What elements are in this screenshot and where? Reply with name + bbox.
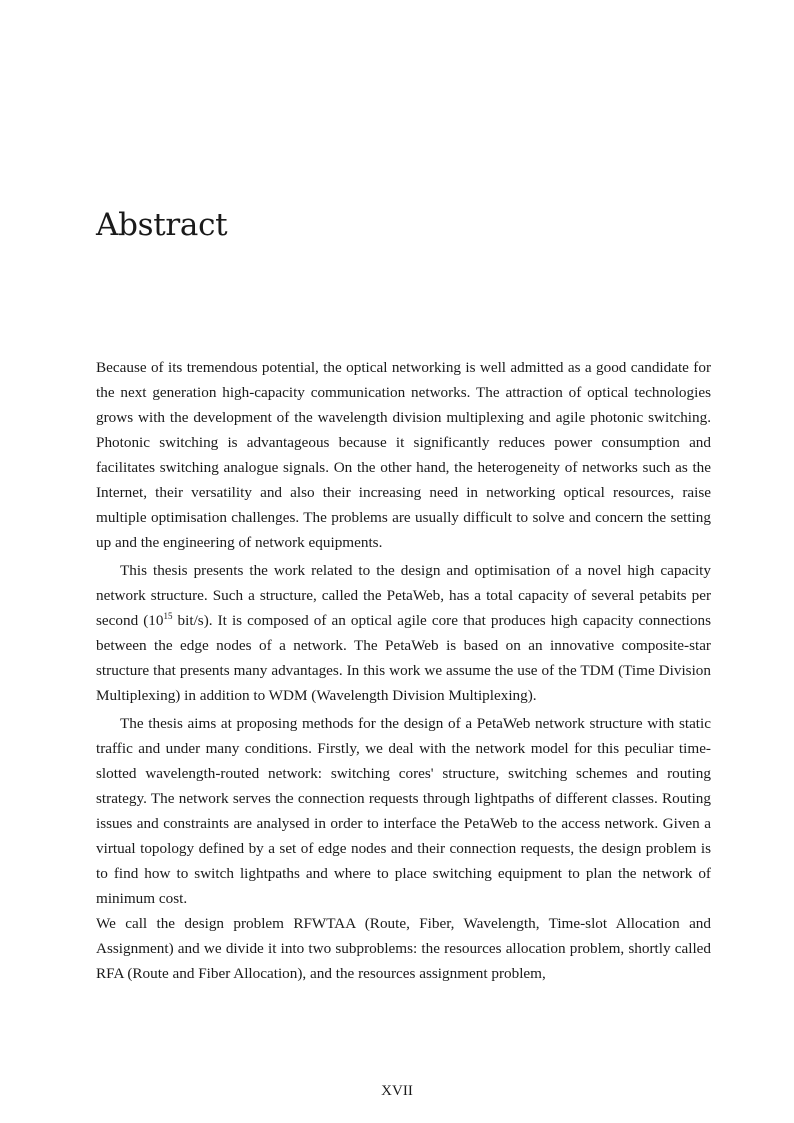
page-number: XVII [381,1083,413,1099]
abstract-paragraph-1: Because of its tremendous potential, the optical networking is well admitted as a good candidate for the next generation high-capacity communication networks. The attraction of optical technologies grows with the development of the wavelength division multiplexing and agile photonic switching. Photonic switching is advantageous because it significantly reduces power consumption and facilitates switching analogue signals. On the other hand, the heterogeneity of networks such as the Internet, their versatility and also their increasing need in networking optical resources, raise multiple optimisation challenges. The problems are usually difficult to solve and concern the setting up and the engineering of network equipments. [96,359,711,551]
abstract-body [96,355,711,986]
chapter-heading: Abstract [96,207,228,243]
abstract-paragraph-4: We call the design problem RFWTAA (Route, Fiber, Wavelength, Time-slot Allocation and Assignment) and we divide it into two subproblems: the resources allocation problem, shortly called RFA (Route and Fiber Allocation), and the resources assignment problem, [96,915,711,982]
abstract-paragraph-3: The thesis aims at proposing methods for the design of a PetaWeb network structure with static traffic and under many conditions. Firstly, we deal with the network model for this peculiar time-slotted wavelength-routed network: switching cores' structure, switching schemes and routing strategy. The network serves the connection requests through lightpaths of different classes. Routing issues and constraints are analysed in order to interface the PetaWeb to the access network. Given a virtual topology defined by a set of edge nodes and their connection requests, the design problem is to find how to switch lightpaths and where to place switching equipment to plan the network of minimum cost. [96,715,711,907]
paragraph-2-text-after: bit/s). It is composed of an optical agile core that produces high capacity connections between the edge nodes of a network. The PetaWeb is based on an innovative composite-star structure that presents many advantages. In this work we assume the use of the TDM (Time Division Multiplexing) in addition to WDM (Wavelength Division Multiplexing). [96,612,711,704]
abstract-paragraph-2 [96,558,711,708]
exponent-superscript: 15 [163,611,173,621]
paragraph-2-text-before: This thesis presents the work related to the design and optimisation of a novel high capacity network structure. Such a structure, called the PetaWeb, has a total capacity of several petabits per second (10 [96,562,711,629]
